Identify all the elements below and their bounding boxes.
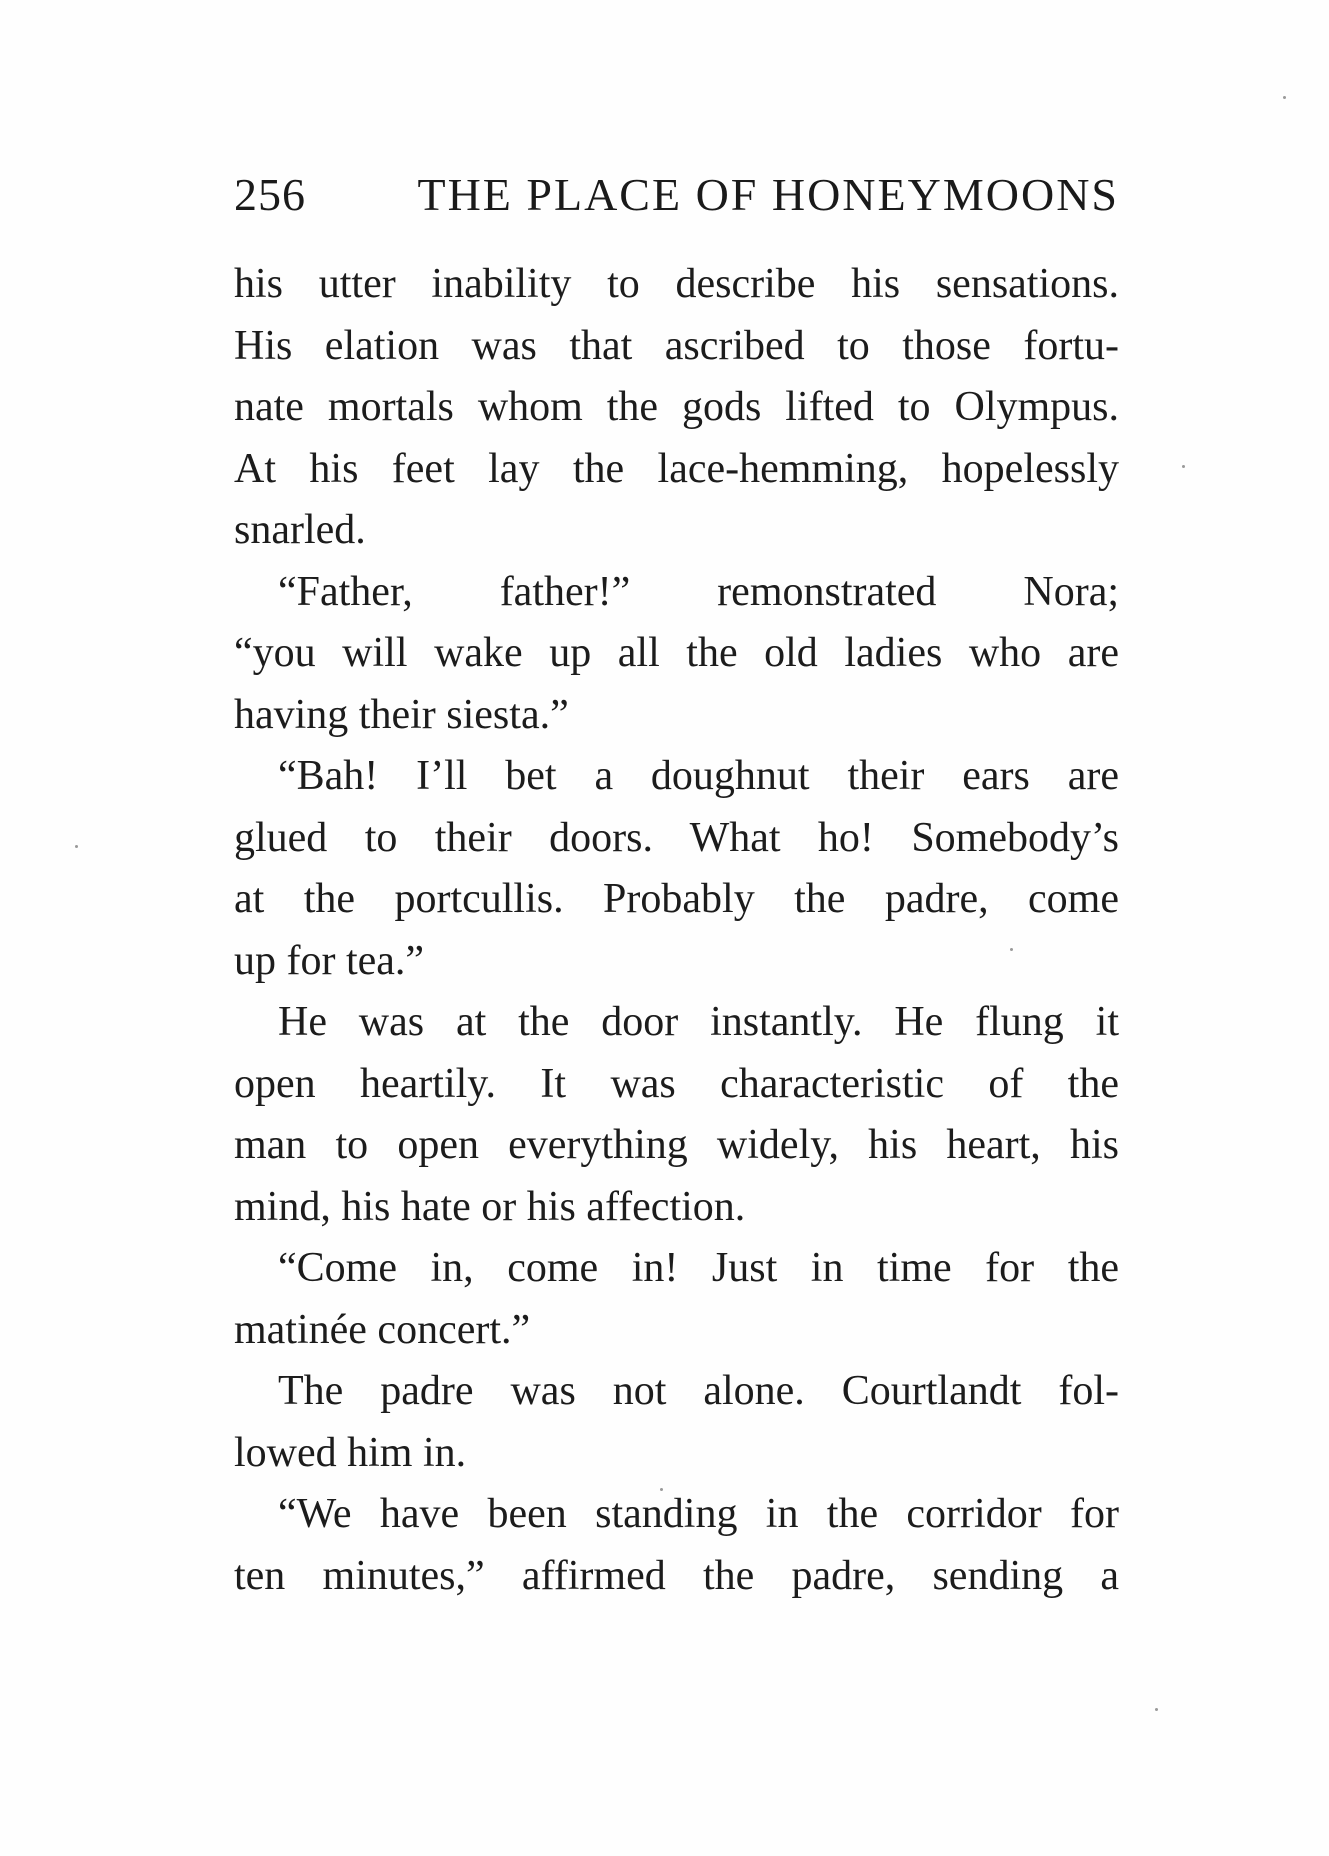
- text-line: nate mortals whom the gods lifted to Olympus.: [234, 384, 1119, 430]
- text-line: He was at the door instantly. He flung it: [278, 999, 1119, 1045]
- paper-speck: [1182, 465, 1185, 468]
- text-line: up for tea.”: [234, 937, 425, 984]
- body-text: [234, 254, 1119, 1607]
- running-title: THE PLACE OF HONEYMOONS: [417, 169, 1119, 220]
- text-line: The padre was not alone. Courtlandt fol-: [278, 1368, 1119, 1414]
- page-number: 256: [234, 169, 306, 220]
- text-line: mind, his hate or his affection.: [234, 1183, 746, 1230]
- paper-speck: [75, 845, 78, 848]
- text-line: his utter inability to describe his sensations.: [234, 261, 1119, 307]
- text-line: matinée concert.”: [234, 1306, 531, 1353]
- paper-speck: [1283, 96, 1286, 99]
- text-line: lowed him in.: [234, 1429, 467, 1476]
- text-line: glued to their doors. What ho! Somebody’s: [234, 814, 1119, 861]
- text-line: open heartily. It was characteristic of the: [234, 1060, 1119, 1107]
- text-line: having their siesta.”: [234, 691, 569, 738]
- text-line: at the portcullis. Probably the padre, come: [234, 876, 1119, 922]
- text-line: man to open everything widely, his heart, his: [234, 1122, 1119, 1168]
- paper-speck: [1155, 1708, 1158, 1711]
- text-line: At his feet lay the lace-hemming, hopelessly: [234, 445, 1119, 492]
- text-line: “Come in, come in! Just in time for the: [278, 1245, 1119, 1291]
- text-line: “Bah! I’ll bet a doughnut their ears are: [278, 753, 1119, 799]
- running-head: [234, 168, 1119, 224]
- text-line: snarled.: [234, 507, 366, 553]
- text-line: ten minutes,” affirmed the padre, sending a: [234, 1552, 1119, 1599]
- paper-speck: [660, 1488, 663, 1491]
- text-line: “you will wake up all the old ladies who are: [234, 630, 1119, 676]
- paper-speck: [1010, 948, 1013, 951]
- text-line: “We have been standing in the corridor for: [278, 1491, 1119, 1537]
- text-line: His elation was that ascribed to those fortu-: [234, 322, 1119, 369]
- text-line: “Father, father!” remonstrated Nora;: [278, 568, 1119, 615]
